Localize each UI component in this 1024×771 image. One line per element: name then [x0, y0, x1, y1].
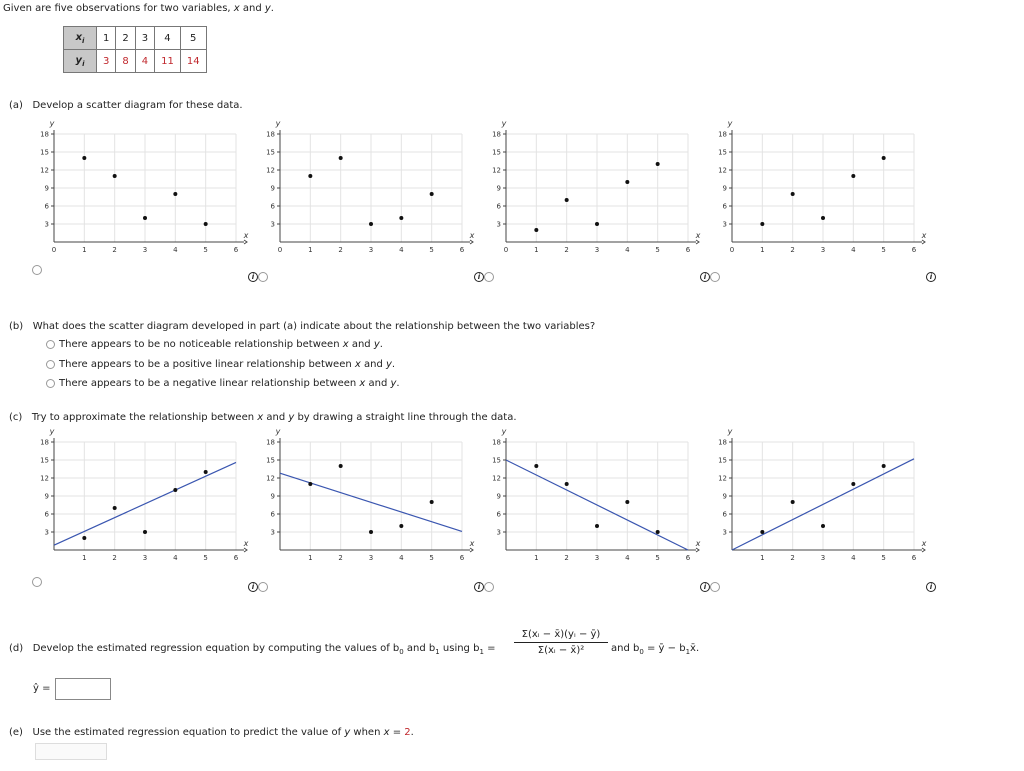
data-point	[173, 192, 177, 196]
x-tick-label: 2	[790, 554, 795, 562]
x-cell: 3	[135, 27, 154, 50]
x-row	[64, 27, 207, 50]
x-tick-label: 4	[173, 554, 178, 562]
data-point	[308, 174, 312, 178]
y-tick-label: 3	[722, 220, 727, 229]
data-point	[625, 180, 629, 184]
intro-text: Given are five observations for two variables, x and y.	[3, 3, 274, 14]
y-tick-label: 12	[40, 474, 49, 483]
x-axis-arrow	[244, 548, 247, 552]
y-tick-label: 3	[270, 220, 275, 229]
y-tick-label: 15	[492, 148, 501, 157]
x-tick-label: 2	[790, 246, 795, 254]
y-tick-label: 3	[496, 528, 501, 537]
y-tick-label: 6	[44, 202, 49, 211]
x-tick-label: 1	[82, 554, 87, 562]
x-tick-label: 3	[142, 246, 148, 254]
x-tick-label: 5	[429, 246, 434, 254]
part-c-question: (c) Try to approximate the relationship between x and y by drawing a straight line through the data.	[9, 412, 517, 423]
data-point	[625, 500, 629, 504]
x-tick-label: 6	[685, 246, 691, 254]
prediction-input[interactable]	[35, 743, 107, 760]
option-radio[interactable]	[46, 379, 55, 388]
x-tick-label: 5	[203, 554, 208, 562]
x-axis-arrow	[922, 548, 925, 552]
x-tick-label: 3	[820, 554, 826, 562]
y-tick-label: 3	[44, 220, 49, 229]
y-tick-label: 18	[266, 438, 275, 447]
x-cell: 1	[97, 27, 116, 50]
y-tick-label: 9	[496, 184, 501, 193]
x-tick-label: 3	[594, 246, 600, 254]
y-tick-label: 9	[722, 492, 727, 501]
x-tick-label: 4	[625, 246, 630, 254]
info-icon[interactable]: i	[700, 582, 710, 592]
x-axis-label: x	[695, 539, 701, 548]
y-header: $y_i$	[64, 50, 97, 73]
b1-denominator: Σ(xᵢ − x̄)²	[537, 645, 585, 656]
x-tick-label: 0	[51, 246, 57, 254]
x-tick-label: 3	[368, 554, 374, 562]
b1-formula	[514, 629, 608, 656]
x-axis-label: x	[243, 231, 249, 240]
data-point	[595, 222, 599, 226]
data-point	[82, 156, 86, 160]
y-axis-label: y	[275, 119, 281, 128]
y-tick-label: 18	[266, 130, 275, 139]
x-axis-arrow	[696, 548, 699, 552]
y-axis-label: y	[275, 427, 281, 436]
info-icon[interactable]: i	[248, 582, 258, 592]
x-tick-label: 5	[881, 246, 886, 254]
y-tick-label: 6	[44, 510, 49, 519]
data-point	[882, 464, 886, 468]
x-tick-label: 6	[459, 554, 465, 562]
part-b-option-negative[interactable]: There appears to be a negative linear relationship between x and y.	[46, 378, 400, 389]
data-point	[851, 482, 855, 486]
part-b-option-none[interactable]: There appears to be no noticeable relationship between x and y.	[46, 339, 383, 350]
y-axis-label: y	[727, 119, 733, 128]
data-point	[173, 488, 177, 492]
x-tick-label: 3	[594, 554, 600, 562]
info-icon[interactable]: i	[474, 582, 484, 592]
y-cell: 8	[116, 50, 135, 73]
y-tick-label: 12	[492, 166, 501, 175]
y-tick-label: 9	[270, 492, 275, 501]
x-cell: 5	[180, 27, 206, 50]
data-point	[339, 156, 343, 160]
chart-c2-radio[interactable]	[258, 582, 268, 592]
x-axis-label: x	[243, 539, 249, 548]
x-tick-label: 0	[503, 246, 509, 254]
y-axis-label: y	[49, 427, 55, 436]
data-point	[82, 536, 86, 540]
y-tick-label: 9	[722, 184, 727, 193]
x-tick-label: 6	[233, 246, 239, 254]
y-tick-label: 18	[718, 438, 727, 447]
info-icon[interactable]: i	[248, 272, 258, 282]
x-header: $x_i$	[64, 27, 97, 50]
y-row	[64, 50, 207, 73]
y-tick-label: 12	[718, 474, 727, 483]
scatter-line-chart-c1	[30, 427, 249, 570]
y-tick-label: 6	[496, 202, 501, 211]
chart-a2-radio[interactable]	[258, 272, 268, 282]
x-tick-label: 0	[729, 246, 735, 254]
data-point	[399, 524, 403, 528]
part-a-question: (a) Develop a scatter diagram for these data.	[9, 100, 243, 111]
y-tick-label: 9	[44, 184, 49, 193]
data-point	[821, 216, 825, 220]
y-axis-label: y	[49, 119, 55, 128]
chart-a4-radio[interactable]	[710, 272, 720, 282]
data-point	[851, 174, 855, 178]
y-tick-label: 15	[266, 148, 275, 157]
data-point	[656, 162, 660, 166]
b1-numerator: Σ(xᵢ − x̄)(yᵢ − ȳ)	[514, 629, 608, 643]
y-tick-label: 18	[492, 438, 501, 447]
x-tick-label: 1	[308, 246, 313, 254]
x-axis-arrow	[922, 240, 925, 244]
data-point	[791, 500, 795, 504]
chart-c3-radio[interactable]	[484, 582, 494, 592]
data-point	[369, 222, 373, 226]
y-tick-label: 9	[270, 184, 275, 193]
info-icon[interactable]: i	[700, 272, 710, 282]
y-tick-label: 12	[266, 474, 275, 483]
scatter-chart-a1	[30, 119, 249, 262]
y-tick-label: 3	[722, 528, 727, 537]
x-tick-label: 4	[173, 246, 178, 254]
x-tick-label: 6	[459, 246, 465, 254]
x-tick-label: 1	[534, 554, 539, 562]
chart-a3-radio[interactable]	[484, 272, 494, 282]
info-icon[interactable]: i	[474, 272, 484, 282]
y-tick-label: 12	[718, 166, 727, 175]
x-axis-label: x	[469, 231, 475, 240]
data-point	[760, 530, 764, 534]
x-axis-label: x	[921, 231, 927, 240]
y-tick-label: 15	[40, 456, 49, 465]
x-tick-label: 2	[338, 246, 343, 254]
data-point	[204, 222, 208, 226]
y-cell: 14	[180, 50, 206, 73]
y-cell: 4	[135, 50, 154, 73]
x-tick-label: 2	[564, 554, 569, 562]
data-point	[534, 464, 538, 468]
data-point	[791, 192, 795, 196]
y-tick-label: 15	[266, 456, 275, 465]
x-axis-label: x	[469, 539, 475, 548]
x-tick-label: 6	[685, 554, 691, 562]
x-axis-label: x	[921, 539, 927, 548]
data-point	[339, 464, 343, 468]
scatter-line-chart-c2	[256, 427, 475, 570]
x-axis-arrow	[470, 548, 473, 552]
x-tick-label: 4	[851, 246, 856, 254]
x-axis-label: x	[695, 231, 701, 240]
x-tick-label: 2	[112, 554, 117, 562]
x-tick-label: 5	[203, 246, 208, 254]
x-tick-label: 3	[368, 246, 374, 254]
yhat-equation-input[interactable]	[55, 678, 111, 700]
y-tick-label: 15	[718, 456, 727, 465]
y-tick-label: 18	[40, 438, 49, 447]
y-tick-label: 6	[496, 510, 501, 519]
x-tick-label: 4	[625, 554, 630, 562]
chart-c1-radio[interactable]	[32, 577, 42, 587]
y-tick-label: 15	[718, 148, 727, 157]
y-tick-label: 6	[722, 510, 727, 519]
data-point	[369, 530, 373, 534]
data-point	[534, 228, 538, 232]
y-axis-label: y	[501, 427, 507, 436]
x-cell: 4	[155, 27, 181, 50]
x-tick-label: 4	[851, 554, 856, 562]
y-axis-label: y	[501, 119, 507, 128]
y-tick-label: 9	[496, 492, 501, 501]
x-axis-arrow	[470, 240, 473, 244]
y-tick-label: 12	[40, 166, 49, 175]
data-point	[430, 500, 434, 504]
scatter-chart-a2	[256, 119, 475, 262]
scatter-chart-a4	[708, 119, 927, 262]
observation-table	[63, 26, 207, 73]
x-tick-label: 2	[112, 246, 117, 254]
x-tick-label: 5	[655, 246, 660, 254]
x-tick-label: 2	[338, 554, 343, 562]
x-tick-label: 1	[534, 246, 539, 254]
x-tick-label: 1	[760, 554, 765, 562]
data-point	[399, 216, 403, 220]
x-tick-label: 1	[308, 554, 313, 562]
chart-c4-radio[interactable]	[710, 582, 720, 592]
y-tick-label: 6	[270, 202, 275, 211]
x-axis-arrow	[244, 240, 247, 244]
data-point	[143, 216, 147, 220]
y-tick-label: 9	[44, 492, 49, 501]
yhat-label: ŷ =	[33, 683, 51, 694]
data-point	[656, 530, 660, 534]
x-tick-label: 5	[429, 554, 434, 562]
data-point	[204, 470, 208, 474]
x-tick-label: 5	[655, 554, 660, 562]
y-tick-label: 3	[496, 220, 501, 229]
part-e-question: (e) Use the estimated regression equation to predict the value of y when x = 2.	[9, 727, 414, 738]
x-tick-label: 3	[820, 246, 826, 254]
x-tick-label: 1	[760, 246, 765, 254]
y-tick-label: 18	[492, 130, 501, 139]
x-tick-label: 6	[911, 554, 917, 562]
part-d-question: (d) Develop the estimated regression equation by computing the values of $b_0$ and $b_1$ using $b_1$ =	[9, 643, 496, 656]
x-tick-label: 6	[233, 554, 239, 562]
data-point	[595, 524, 599, 528]
scatter-chart-a3	[482, 119, 701, 262]
x-cell: 2	[116, 27, 135, 50]
info-icon[interactable]: i	[926, 272, 936, 282]
x-axis-arrow	[696, 240, 699, 244]
y-cell: 3	[97, 50, 116, 73]
data-point	[113, 506, 117, 510]
option-radio[interactable]	[46, 340, 55, 349]
y-tick-label: 6	[270, 510, 275, 519]
x-tick-label: 4	[399, 246, 404, 254]
y-tick-label: 18	[40, 130, 49, 139]
part-b-option-positive[interactable]: There appears to be a positive linear relationship between x and y.	[46, 359, 395, 370]
y-tick-label: 3	[44, 528, 49, 537]
option-radio[interactable]	[46, 360, 55, 369]
scatter-line-chart-c3	[482, 427, 701, 570]
y-tick-label: 6	[722, 202, 727, 211]
data-point	[882, 156, 886, 160]
data-point	[308, 482, 312, 486]
y-tick-label: 15	[492, 456, 501, 465]
data-point	[430, 192, 434, 196]
data-point	[565, 198, 569, 202]
y-tick-label: 18	[718, 130, 727, 139]
y-tick-label: 3	[270, 528, 275, 537]
chart-a1-radio[interactable]	[32, 265, 42, 275]
scatter-line-chart-c4	[708, 427, 927, 570]
info-icon[interactable]: i	[926, 582, 936, 592]
data-point	[113, 174, 117, 178]
y-tick-label: 12	[492, 474, 501, 483]
data-point	[143, 530, 147, 534]
b0-formula: and $b_0$ = ȳ − $b_1x̄$.	[611, 643, 700, 656]
data-point	[821, 524, 825, 528]
x-tick-label: 4	[399, 554, 404, 562]
x-tick-label: 2	[564, 246, 569, 254]
y-axis-label: y	[727, 427, 733, 436]
x-tick-label: 0	[277, 246, 283, 254]
data-point	[760, 222, 764, 226]
part-b-question: (b) What does the scatter diagram developed in part (a) indicate about the relationship between the two variables?	[9, 321, 596, 332]
x-tick-label: 3	[142, 554, 148, 562]
x-tick-label: 1	[82, 246, 87, 254]
x-tick-label: 5	[881, 554, 886, 562]
y-cell: 11	[155, 50, 181, 73]
y-tick-label: 15	[40, 148, 49, 157]
y-tick-label: 12	[266, 166, 275, 175]
data-point	[565, 482, 569, 486]
x-tick-label: 6	[911, 246, 917, 254]
